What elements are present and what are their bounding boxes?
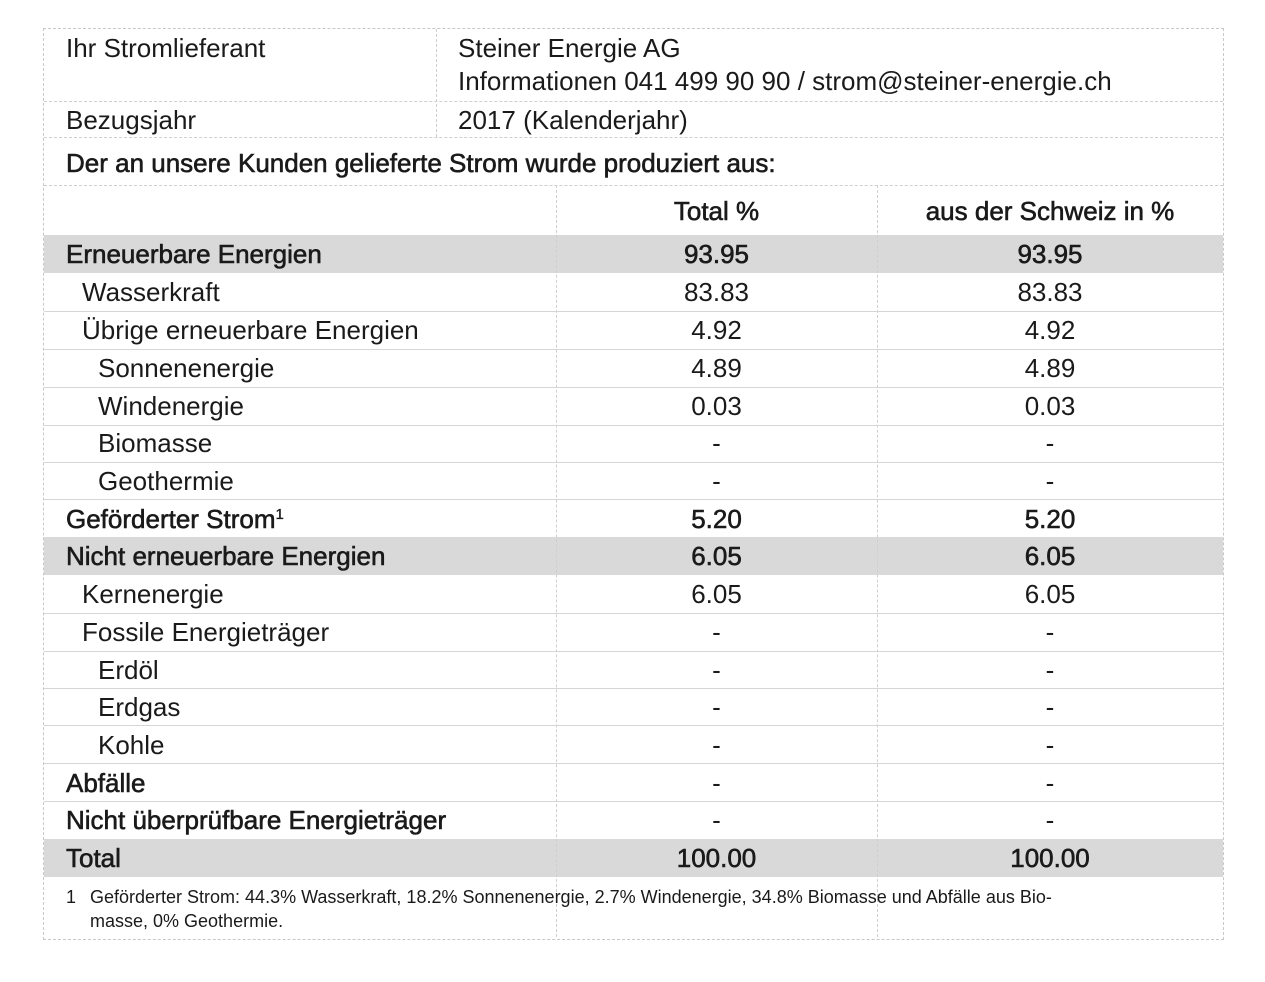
cell-total: - xyxy=(712,692,721,722)
energy-mix-table xyxy=(43,28,1224,940)
cell-swiss: - xyxy=(1045,466,1055,496)
column-header-total: Total % xyxy=(673,196,760,226)
row-label-nicht-ueberpruefbare: Nicht überprüfbare Energieträger xyxy=(66,805,447,835)
cell-total: - xyxy=(712,730,721,760)
row-label-nicht-erneuerbare: Nicht erneuerbare Energien xyxy=(66,541,386,571)
cell-swiss: 4.89 xyxy=(1024,353,1076,383)
divider xyxy=(44,349,1223,350)
row-label-erdgas: Erdgas xyxy=(98,692,181,722)
cell-total: 4.92 xyxy=(691,315,742,345)
cell-swiss: 100.00 xyxy=(1010,843,1090,873)
cell-total: 4.89 xyxy=(691,353,742,383)
cell-swiss: 93.95 xyxy=(1017,239,1083,269)
divider xyxy=(44,387,1223,388)
cell-total: 6.05 xyxy=(691,541,742,571)
cell-swiss: - xyxy=(1045,692,1055,722)
divider xyxy=(44,801,1223,802)
cell-total: 83.83 xyxy=(683,277,750,307)
supplier-label: Ihr Stromlieferant xyxy=(66,33,266,63)
cell-swiss: - xyxy=(1045,428,1055,458)
row-label-text: Geförderter Strom xyxy=(66,504,276,534)
divider xyxy=(44,651,1223,652)
footnote-number: 1 xyxy=(66,887,77,907)
cell-total: - xyxy=(712,655,721,685)
footnote-marker: 1 xyxy=(275,506,284,523)
row-label-erdoel: Erdöl xyxy=(98,655,159,685)
divider xyxy=(44,499,1223,500)
row-label-geothermie: Geothermie xyxy=(98,466,234,496)
cell-swiss: - xyxy=(1045,768,1055,798)
cell-swiss: - xyxy=(1045,805,1055,835)
divider xyxy=(44,613,1223,614)
row-label-sonnenenergie: Sonnenenergie xyxy=(98,353,275,383)
year-value: 2017 (Kalenderjahr) xyxy=(458,105,688,135)
cell-swiss: 83.83 xyxy=(1017,277,1083,307)
row-label-kernenergie: Kernenergie xyxy=(82,579,224,609)
cell-total: 0.03 xyxy=(691,391,742,421)
year-label: Bezugsjahr xyxy=(66,105,197,135)
cell-total: - xyxy=(712,617,721,647)
cell-total: - xyxy=(712,466,721,496)
cell-total: 5.20 xyxy=(691,504,742,534)
row-label-kohle: Kohle xyxy=(98,730,165,760)
divider xyxy=(44,462,1223,463)
row-label-erneuerbare: Erneuerbare Energien xyxy=(66,239,322,269)
intro-text: Der an unsere Kunden gelieferte Strom wurde produziert aus: xyxy=(66,148,776,178)
row-label-wasserkraft: Wasserkraft xyxy=(82,277,220,307)
cell-total: - xyxy=(712,768,721,798)
cell-total: 93.95 xyxy=(683,239,750,269)
cell-swiss: 6.05 xyxy=(1024,579,1076,609)
cell-total: 6.05 xyxy=(691,579,742,609)
divider xyxy=(44,425,1223,426)
row-label-fossile: Fossile Energieträger xyxy=(82,617,330,647)
cell-swiss: 4.92 xyxy=(1024,315,1076,345)
cell-swiss: - xyxy=(1045,617,1055,647)
cell-swiss: 0.03 xyxy=(1024,391,1076,421)
divider xyxy=(44,185,1223,186)
supplier-name: Steiner Energie AG xyxy=(458,33,681,63)
divider xyxy=(44,763,1223,764)
cell-swiss: 5.20 xyxy=(1024,504,1076,534)
footnote-line-1: Geförderter Strom: 44.3% Wasserkraft, 18.2% Sonnenenergie, 2.7% Windenergie, 34.8% Biomasse und Abfälle aus Bio- xyxy=(90,887,1052,907)
row-label-total: Total xyxy=(66,843,121,873)
row-label-abfaelle: Abfälle xyxy=(66,768,146,798)
cell-swiss: 6.05 xyxy=(1024,541,1076,571)
row-label-uebrige: Übrige erneuerbare Energien xyxy=(82,315,419,345)
row-label-gefoerderter-strom xyxy=(66,504,284,534)
footnote-line-2: masse, 0% Geothermie. xyxy=(90,911,284,931)
row-label-biomasse: Biomasse xyxy=(98,428,213,458)
cell-total: - xyxy=(712,805,721,835)
divider xyxy=(44,137,1223,138)
divider xyxy=(436,29,437,137)
cell-total: - xyxy=(712,428,721,458)
supplier-info: Informationen 041 499 90 90 / strom@steiner-energie.ch xyxy=(458,66,1112,96)
cell-total: 100.00 xyxy=(676,843,757,873)
divider xyxy=(44,688,1223,689)
cell-swiss: - xyxy=(1045,655,1055,685)
divider xyxy=(44,311,1223,312)
cell-swiss: - xyxy=(1045,730,1055,760)
divider xyxy=(44,725,1223,726)
row-label-windenergie: Windenergie xyxy=(98,391,244,421)
column-header-swiss: aus der Schweiz in % xyxy=(925,196,1175,226)
divider xyxy=(44,101,1223,102)
